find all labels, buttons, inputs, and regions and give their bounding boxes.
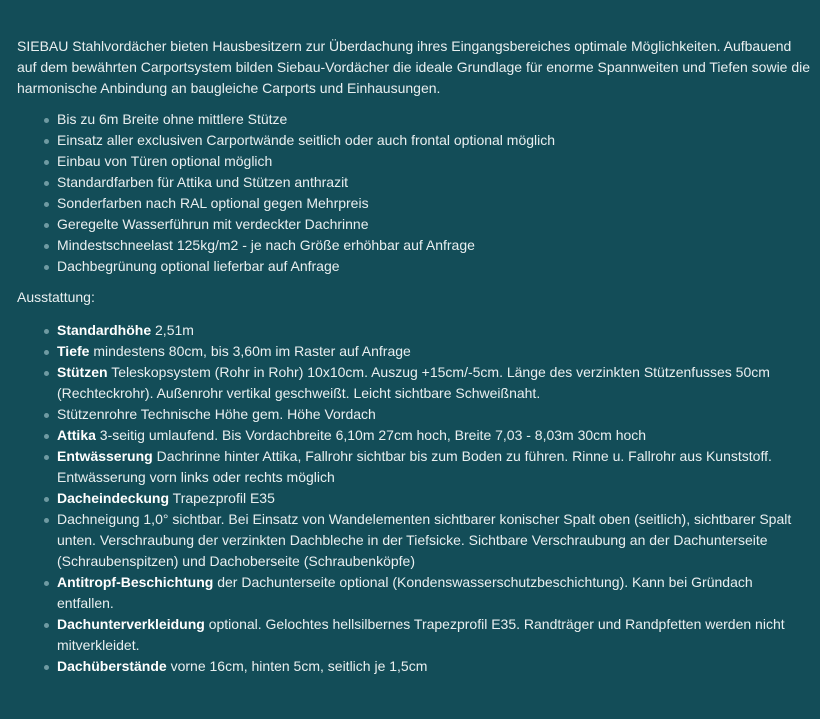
list-item: [57, 404, 812, 425]
item-label: Dachunterverkleidung: [57, 616, 205, 632]
list-item: Sonderfarben nach RAL optional gegen Mehrpreis: [57, 193, 812, 214]
list-item: Bis zu 6m Breite ohne mittlere Stütze: [57, 109, 812, 130]
item-text: 2,51m: [151, 322, 194, 338]
feature-list: [17, 109, 812, 277]
content-area: [17, 36, 812, 677]
equipment-list: [17, 320, 812, 677]
item-text: 3-seitig umlaufend. Bis Vordachbreite 6,10m 27cm hoch, Breite 7,03 - 8,03m 30cm hoch: [95, 427, 647, 443]
list-item: Mindestschneelast 125kg/m2 - je nach Größe erhöhbar auf Anfrage: [57, 235, 812, 256]
list-item: [57, 509, 812, 572]
item-text: Stützenrohre Technische Höhe gem. Höhe Vordach: [57, 406, 376, 422]
list-item: [57, 362, 812, 404]
item-label: Dachüberstände: [57, 658, 167, 674]
list-item: [57, 572, 812, 614]
list-item: [57, 614, 812, 656]
item-text: optional. Gelochtes hellsilbernes Trapezprofil E35. Randträger und Randpfetten werden nicht mitverkleidet.: [57, 616, 785, 653]
item-label: Antitropf-Beschichtung: [57, 574, 214, 590]
list-item: [57, 320, 812, 341]
list-item: Einbau von Türen optional möglich: [57, 151, 812, 172]
item-label: Dacheindeckung: [57, 490, 170, 506]
item-label: Entwässerung: [57, 448, 153, 464]
item-text: Dachneigung 1,0° sichtbar. Bei Einsatz von Wandelementen sichtbarer konischer Spalt oben (seitlich), sichtbarer Spalt unten. Verschraubung der verzinkten Dachbleche in der Tiefsicke. Sichtbare Verschraubung an der Dachunterseite (Schraubenspitzen) und Dachoberseite (Schraubenköpfe): [57, 511, 792, 569]
item-text: Teleskopsystem (Rohr in Rohr) 10x10cm. Auszug +15cm/-5cm. Länge des verzinkten Stützenfusses 50cm (Rechteckrohr). Außenrohr vertikal geschweißt. Leicht sichtbare Schweißnaht.: [57, 364, 770, 401]
item-label: Attika: [57, 427, 96, 443]
list-item: [57, 446, 812, 488]
item-text: der Dachunterseite optional (Kondenswasserschutzbeschichtung). Kann bei Gründach entfallen.: [57, 574, 753, 611]
item-text: Trapezprofil E35: [169, 490, 275, 506]
intro-paragraph: SIEBAU Stahlvordächer bieten Hausbesitzern zur Überdachung ihres Eingangsbereiches optimale Möglichkeiten. Aufbauend auf dem bewährten Carportsystem bilden Siebau-Vordächer die ideale Grundlage für enorme Spannweiten und Tiefen sowie die harmonische Anbindung an baugleiche Carports und Einhausungen.: [17, 38, 811, 96]
list-item: Geregelte Wasserführun mit verdeckter Dachrinne: [57, 214, 812, 235]
item-label: Standardhöhe: [57, 322, 152, 338]
item-label: Stützen: [57, 364, 108, 380]
list-item: Standardfarben für Attika und Stützen anthrazit: [57, 172, 812, 193]
list-item: Einsatz aller exclusiven Carportwände seitlich oder auch frontal optional möglich: [57, 130, 812, 151]
item-label: Tiefe: [57, 343, 90, 359]
list-item: [57, 488, 812, 509]
item-text: Dachrinne hinter Attika, Fallrohr sichtbar bis zum Boden zu führen. Rinne u. Fallrohr aus Kunststoff. Entwässerung vorn links oder rechts möglich: [57, 448, 772, 485]
list-item: Dachbegrünung optional lieferbar auf Anfrage: [57, 256, 812, 277]
list-item: [57, 341, 812, 362]
equipment-heading: Ausstattung:: [17, 289, 95, 305]
item-text: mindestens 80cm, bis 3,60m im Raster auf Anfrage: [89, 343, 411, 359]
item-text: vorne 16cm, hinten 5cm, seitlich je 1,5cm: [166, 658, 428, 674]
list-item: [57, 656, 812, 677]
list-item: [57, 425, 812, 446]
